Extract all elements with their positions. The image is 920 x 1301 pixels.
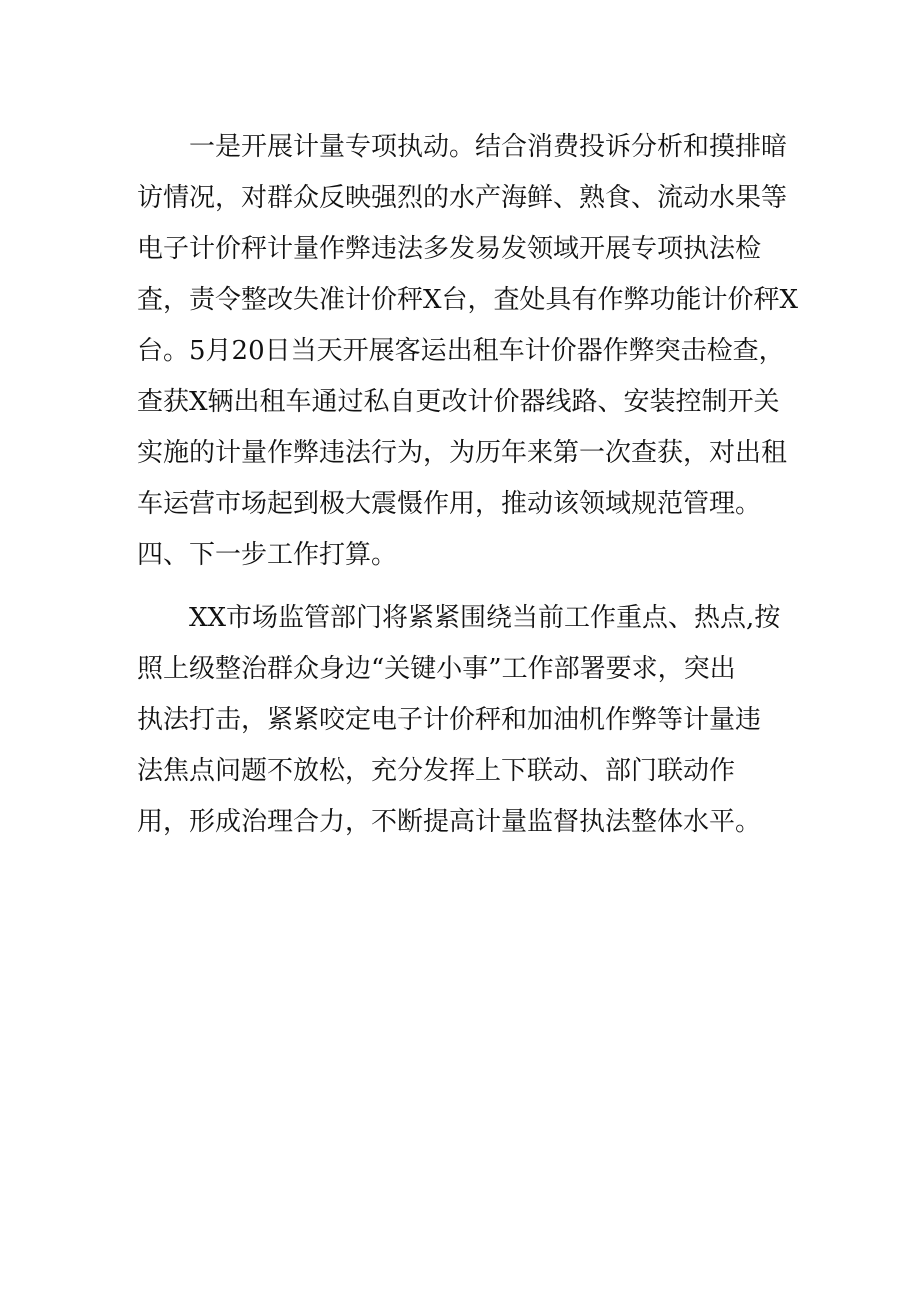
paragraph-line: 査，责令整改失准计价秤X台，査处具有作弊功能计价秤X (137, 285, 799, 315)
paragraph-line: 台。5月20日当天开展客运出租车计价器作弊突击检查， (137, 336, 785, 366)
paragraph-line: 查获X辆出租车通过私自更改计价器线路、安装控制开关 (137, 387, 780, 417)
paragraph-line: 用，形成治理合力，不断提高计量监督执法整体水平。 (137, 807, 762, 837)
paragraph-next-steps (137, 593, 797, 848)
paragraph-line: 法焦点问题不放松，充分发挥上下联动、部门联动作 (137, 756, 736, 786)
paragraph-line: 车运营市场起到极大震慑作用，推动该领域规范管理。 (137, 489, 762, 519)
document-body (137, 122, 797, 848)
section-heading-next-steps: 四、下一步工作打算。 (137, 540, 398, 570)
paragraph-metrology-enforcement (137, 122, 797, 530)
paragraph-line: 一是开展计量专项执动。结合消费投诉分析和摸排暗 (189, 132, 788, 162)
paragraph-line: 访情况，对群众反映强烈的水产海鲜、熟食、流动水果等 (137, 183, 788, 213)
paragraph-line: 电子计价秤计量作弊违法多发易发领域开展专项执法检 (137, 234, 762, 264)
paragraph-line: 执法打击，紧紧咬定电子计价秤和加油机作弊等计量违 (137, 705, 762, 735)
paragraph-line: XX市场监管部门将紧紧围绕当前工作重点、热点,按 (189, 603, 781, 633)
paragraph-line: 实施的计量作弊违法行为，为历年来第一次查获，对出租 (137, 438, 788, 468)
paragraph-line: 照上级整治群众身边“关键小事”工作部署要求，突出 (137, 654, 736, 684)
